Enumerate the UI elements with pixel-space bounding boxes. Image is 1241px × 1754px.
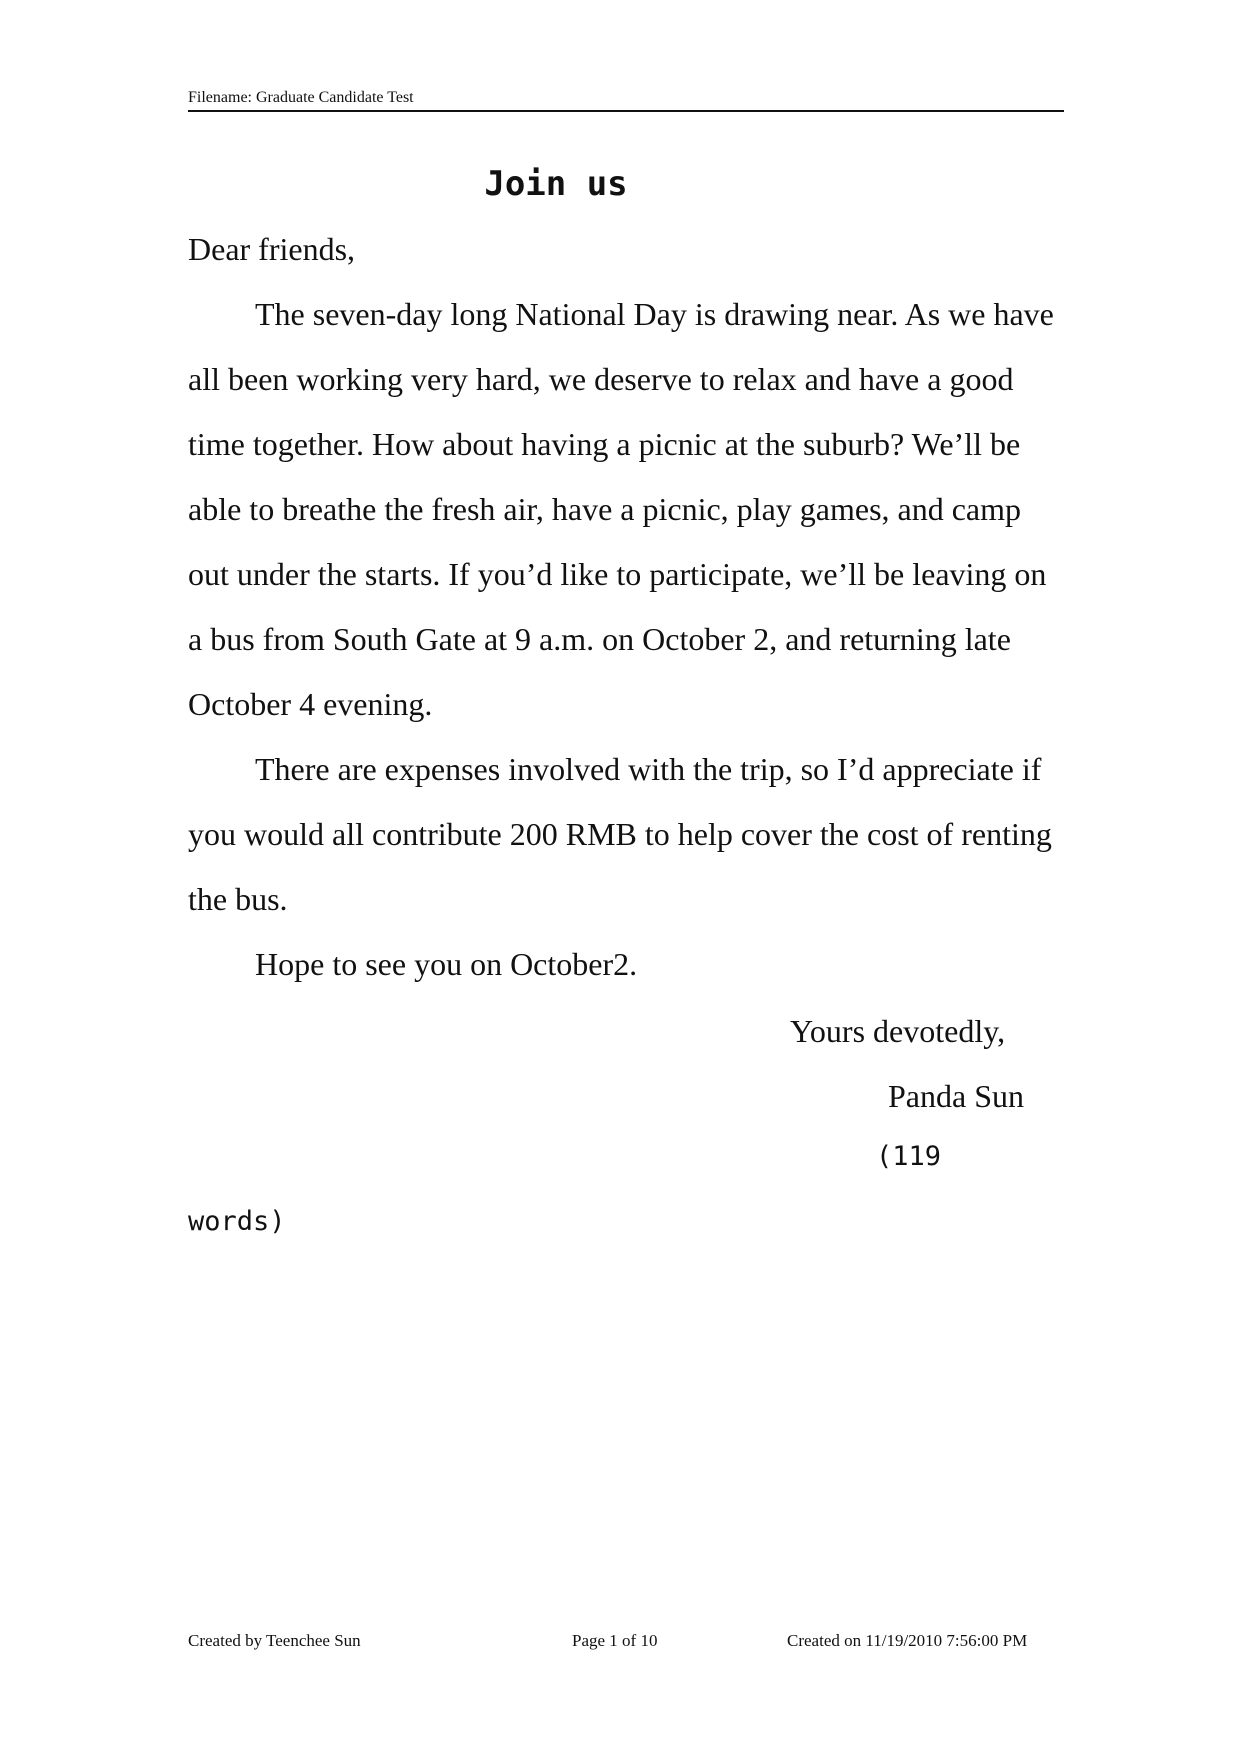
signature: Panda Sun	[888, 1078, 1024, 1114]
salutation: Dear friends,	[188, 231, 356, 267]
word-count-close: words)	[188, 1206, 286, 1237]
header-filename: Filename: Graduate Candidate Test	[188, 89, 414, 106]
word-count-open: (119	[876, 1141, 942, 1172]
footer-created-by: Created by Teenchee Sun	[188, 1631, 361, 1650]
footer-page-number: Page 1 of 10	[572, 1631, 658, 1650]
paragraph-2: There are expenses involved with the trip, so I’d appreciate if you would all contribute 200 RMB to help cover the cost of renting the bus.	[188, 751, 1052, 917]
footer-created-on: Created on 11/19/2010 7:56:00 PM	[787, 1631, 1028, 1650]
letter-body	[188, 217, 1058, 997]
paragraph-1: The seven-day long National Day is drawing near. As we have all been working very hard, we deserve to relax and have a good time together. How about having a picnic at the suburb? We’ll be able to breathe the fresh air, have a picnic, play games, and camp out under the starts. If you’d like to participate, we’ll be leaving on a bus from South Gate at 9 a.m. on October 2, and returning late October 4 evening.	[188, 296, 1054, 722]
document-title: Join us	[484, 164, 628, 204]
paragraph-3: Hope to see you on October2.	[255, 946, 638, 982]
closing: Yours devotedly,	[790, 1013, 1006, 1049]
page-header	[188, 88, 1064, 112]
